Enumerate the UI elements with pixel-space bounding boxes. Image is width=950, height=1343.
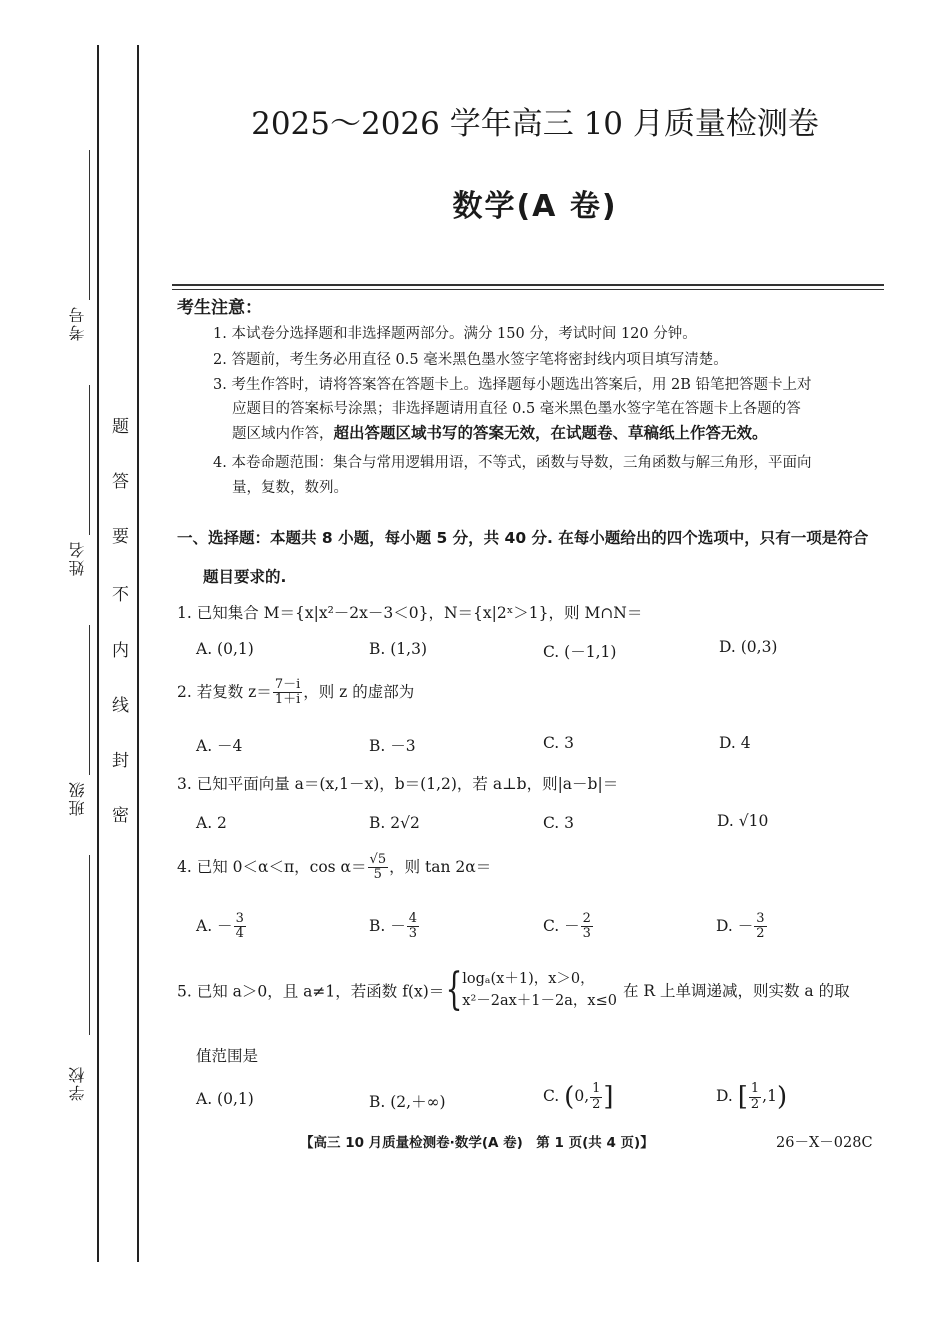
q4-a-num: 3 bbox=[235, 911, 244, 926]
seal-char-6: 线 bbox=[112, 696, 129, 716]
seal-char-1: 题 bbox=[112, 417, 129, 437]
q5-stem-pre: 5. 已知 a＞0，且 a≠1，若函数 f(x)＝ bbox=[177, 982, 445, 1001]
q5-d-frac bbox=[749, 1082, 761, 1112]
q5-case-2: x²－2ax＋1－2a，x≤0 bbox=[462, 993, 617, 1010]
seal-char-8: 密 bbox=[112, 806, 129, 826]
q5-option-d bbox=[716, 1082, 787, 1112]
q5-option-a: A. (0,1) bbox=[196, 1090, 254, 1108]
q1-option-a: A. (0,1) bbox=[196, 640, 254, 658]
school-label: 学校 bbox=[68, 1065, 87, 1101]
q5-d-open: [ bbox=[737, 1082, 748, 1112]
q5-option-b: B. (2,＋∞) bbox=[369, 1093, 446, 1111]
q5-c-frac bbox=[590, 1082, 602, 1112]
q5-case-1: logₐ(x＋1)，x＞0， bbox=[462, 971, 595, 987]
q4-b-num: 4 bbox=[408, 911, 418, 926]
q1-option-d: D. (0,3) bbox=[719, 638, 778, 656]
section-heading-line2: 题目要求的. bbox=[203, 568, 287, 586]
q5-c-pre: 0, bbox=[574, 1087, 590, 1105]
footer-code: 26－X－028C bbox=[776, 1135, 873, 1151]
q3-option-b: B. 2√2 bbox=[369, 814, 420, 832]
q5-brace: { bbox=[445, 964, 463, 1016]
class-line bbox=[89, 625, 90, 775]
q4-fraction bbox=[368, 853, 389, 883]
q3-option-d: D. √10 bbox=[717, 812, 769, 830]
q2-option-c: C. 3 bbox=[543, 734, 575, 752]
name-line bbox=[89, 385, 90, 535]
q3-option-a: A. 2 bbox=[196, 814, 227, 832]
notice-line-4: 4. 本卷命题范围：集合与常用逻辑用语，不等式，函数与导数，三角函数与解三角形，平面向 bbox=[213, 455, 812, 471]
subject-title: 数学(A 卷) bbox=[452, 189, 618, 224]
school-line bbox=[89, 855, 90, 1035]
notice-line-3: 3. 考生作答时，请将答案答在答题卡上。选择题每小题选出答案后，用 2B 铅笔把答题卡上对 bbox=[213, 377, 812, 393]
seal-char-2: 答 bbox=[112, 472, 129, 492]
q4-option-a bbox=[196, 912, 247, 942]
section-heading-line1: 一、选择题：本题共 8 小题，每小题 5 分，共 40 分. 在每小题给出的四个选项中，只有一项是符合 bbox=[177, 529, 869, 547]
q4-a-den: 4 bbox=[235, 926, 244, 942]
header-rule-thin bbox=[172, 289, 884, 290]
q5-cases bbox=[462, 968, 617, 1013]
q4-d-frac bbox=[754, 912, 766, 942]
q2-option-b: B. －3 bbox=[369, 737, 416, 755]
notice-line-4b: 量，复数，数列。 bbox=[232, 480, 348, 496]
q4-option-c bbox=[543, 912, 594, 942]
seal-char-3: 要 bbox=[112, 527, 129, 547]
q4-option-b bbox=[369, 912, 420, 942]
exam-number-label: 考号 bbox=[68, 305, 87, 341]
q2-frac-num: 7－i bbox=[274, 677, 301, 692]
binding-line-outer bbox=[97, 45, 99, 1262]
q4-a-label: A. － bbox=[196, 916, 233, 935]
class-label: 班级 bbox=[68, 780, 87, 816]
notice-line-3c-text: 题区域内作答， bbox=[232, 426, 334, 442]
header-rule-thick bbox=[172, 284, 884, 286]
notice-line-1: 1. 本试卷分选择题和非选择题两部分。满分 150 分，考试时间 120 分钟。 bbox=[213, 326, 697, 342]
binding-line-inner bbox=[137, 45, 139, 1262]
q2-frac-den: 1＋i bbox=[274, 692, 301, 708]
q4-stem-post: ，则 tan 2α＝ bbox=[389, 857, 492, 876]
q5-stem-post: 在 R 上单调递减，则实数 a 的取 bbox=[622, 982, 850, 1001]
seal-char-5: 内 bbox=[112, 641, 129, 661]
q5-d-post: ,1 bbox=[762, 1087, 777, 1105]
notice-line-3c bbox=[232, 421, 768, 443]
exam-number-line bbox=[89, 150, 90, 300]
q2-option-a: A. －4 bbox=[196, 737, 243, 755]
q5-c-open: ( bbox=[564, 1082, 575, 1112]
q5-d-num: 1 bbox=[750, 1081, 760, 1097]
q2-fraction bbox=[273, 678, 302, 708]
q4-c-label: C. － bbox=[543, 916, 580, 935]
q5-d-label: D. bbox=[716, 1087, 738, 1105]
q1-option-c: C. (－1,1) bbox=[543, 643, 617, 661]
seal-char-7: 封 bbox=[112, 751, 129, 771]
question-5-stem bbox=[177, 964, 850, 1016]
q4-b-den: 3 bbox=[408, 926, 418, 942]
q4-c-num: 2 bbox=[582, 911, 591, 926]
q2-stem-pre: 2. 若复数 z＝ bbox=[177, 682, 272, 701]
q5-c-label: C. bbox=[543, 1087, 565, 1105]
q4-d-label: D. － bbox=[716, 916, 754, 935]
q4-d-num: 3 bbox=[756, 911, 765, 926]
question-4-stem bbox=[177, 853, 491, 883]
q5-c-num: 1 bbox=[592, 1081, 601, 1097]
notice-line-3b: 应题目的答案标号涂黑；非选择题请用直径 0.5 毫米黑色墨水签字笔在答题卡上各题的答 bbox=[232, 401, 801, 417]
q4-c-den: 3 bbox=[582, 926, 591, 942]
question-5-stem-line2: 值范围是 bbox=[196, 1047, 259, 1065]
q4-option-d bbox=[716, 912, 768, 942]
q5-option-c bbox=[543, 1082, 614, 1112]
seal-char-4: 不 bbox=[112, 585, 129, 605]
q5-c-den: 2 bbox=[592, 1096, 601, 1112]
q5-d-close: ) bbox=[776, 1082, 788, 1112]
question-3-stem: 3. 已知平面向量 a＝(x,1－x)，b＝(1,2)，若 a⊥b，则|a－b|＝ bbox=[177, 775, 619, 793]
q4-a-frac bbox=[234, 912, 246, 942]
q3-option-c: C. 3 bbox=[543, 814, 575, 832]
page-footer: 【高三 10 月质量检测卷·数学(A 卷) 第 1 页(共 4 页)】 bbox=[300, 1135, 654, 1151]
q5-c-close: ] bbox=[603, 1082, 614, 1112]
name-label: 姓名 bbox=[68, 540, 87, 576]
q2-stem-post: ，则 z 的虚部为 bbox=[303, 682, 415, 701]
q4-frac-den: 5 bbox=[373, 867, 382, 883]
q4-stem-pre: 4. 已知 0＜α＜π，cos α＝ bbox=[177, 857, 367, 876]
notice-emphasis: 超出答题区域书写的答案无效，在试题卷、草稿纸上作答无效。 bbox=[333, 424, 768, 442]
q1-option-b: B. (1,3) bbox=[369, 640, 427, 658]
q4-frac-num: √5 bbox=[369, 852, 387, 867]
q4-b-frac bbox=[407, 912, 419, 942]
question-2-stem bbox=[177, 678, 414, 708]
q4-d-den: 2 bbox=[756, 926, 765, 942]
q4-b-label: B. － bbox=[369, 916, 406, 935]
question-1-stem: 1. 已知集合 M＝{x|x²－2x－3＜0}，N＝{x|2ˣ＞1}，则 M∩N＝ bbox=[177, 604, 643, 622]
notice-line-2: 2. 答题前，考生务必用直径 0.5 毫米黑色墨水签字笔将密封线内项目填写清楚。 bbox=[213, 352, 728, 368]
q2-option-d: D. 4 bbox=[719, 734, 751, 752]
exam-title: 2025～2026 学年高三 10 月质量检测卷 bbox=[251, 106, 819, 142]
q5-d-den: 2 bbox=[750, 1096, 760, 1112]
q4-c-frac bbox=[581, 912, 593, 942]
notice-heading: 考生注意： bbox=[177, 298, 262, 318]
